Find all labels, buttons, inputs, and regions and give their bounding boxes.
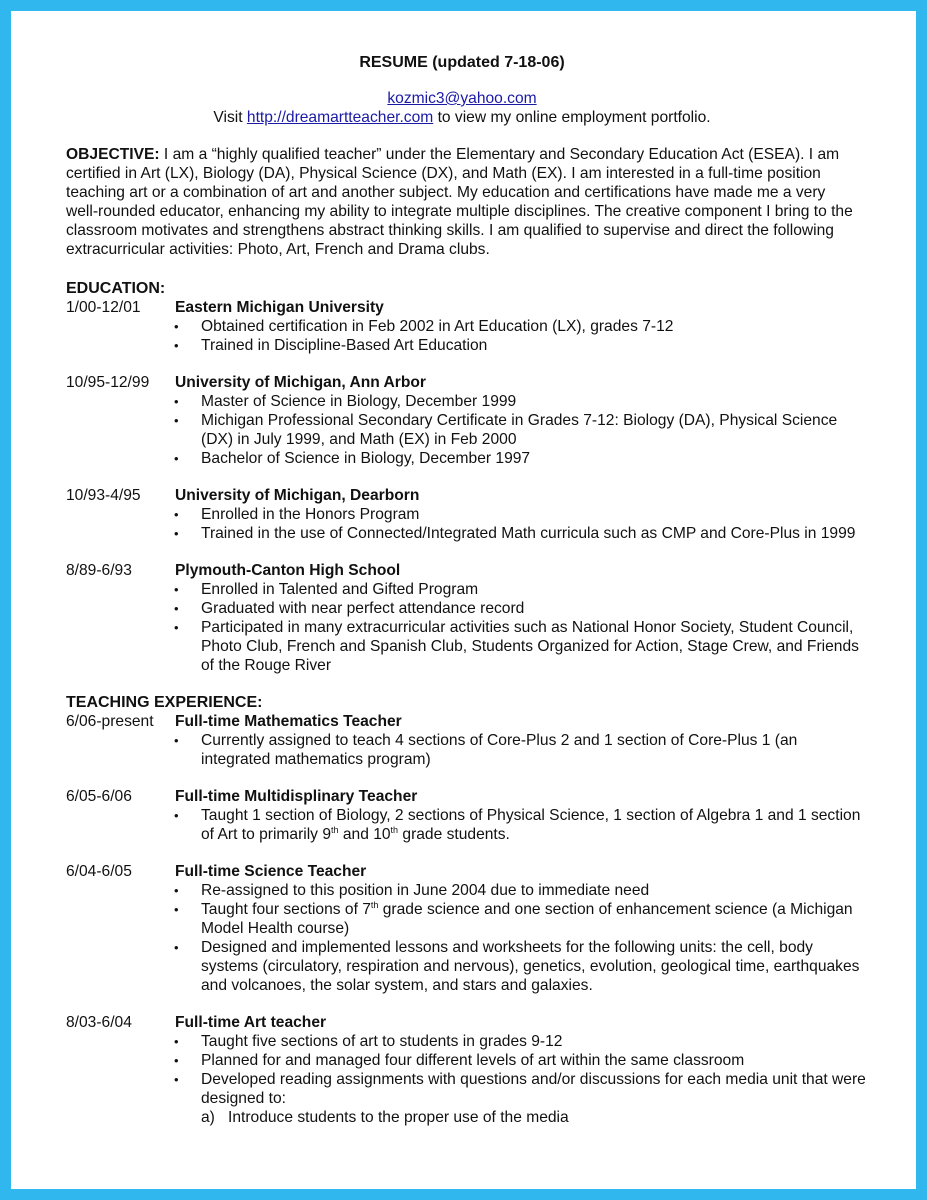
list-item — [174, 900, 866, 938]
portfolio-line — [58, 108, 866, 127]
entry-org: University of Michigan, Ann Arbor — [175, 374, 426, 391]
entry-date: 6/05-6/06 — [66, 788, 132, 805]
sub-list-item — [66, 1108, 866, 1127]
portfolio-link[interactable]: http://dreamartteacher.com — [246, 109, 434, 126]
resume-title: RESUME (updated 7-18-06) — [359, 54, 565, 71]
item-text: grade students. — [398, 826, 510, 843]
email-link[interactable]: kozmic3@yahoo.com — [387, 90, 537, 107]
experience-entry — [66, 862, 866, 995]
entry-date: 10/93-4/95 — [66, 487, 141, 504]
list-item: • Designed and implemented lessons and worksheets for the following units: the cell, body systems (circulatory, respiration and nervous), genetics, evolution, geological time, earthquakes and volcanoes, the solar system, and stars and galaxies. — [174, 938, 866, 995]
entry-org: Eastern Michigan University — [175, 299, 384, 316]
list-item: • Re-assigned to this position in June 2004 due to immediate need — [174, 881, 866, 900]
list-item: • Trained in the use of Connected/Integrated Math curricula such as CMP and Core-Plus in 1999 — [174, 524, 866, 543]
ordinal-suffix: th — [390, 824, 399, 835]
education-entry — [66, 373, 866, 468]
education-entry — [66, 561, 866, 675]
list-item: • Currently assigned to teach 4 sections of Core-Plus 2 and 1 section of Core-Plus 1 (an integrated mathematics program) — [174, 731, 866, 769]
list-item: • Graduated with near perfect attendance record — [174, 599, 866, 618]
list-item: • Enrolled in Talented and Gifted Program — [174, 580, 866, 599]
entry-org: Plymouth-Canton High School — [175, 562, 401, 579]
education-entry — [66, 298, 866, 355]
entry-date: 6/06-present — [66, 713, 154, 730]
item-text: Taught 1 section of Biology, 2 sections of Physical Science, 1 section of Algebra 1 and 1 section of Art to primarily 9 — [201, 807, 861, 843]
entry-org: Full-time Science Teacher — [175, 863, 367, 880]
item-text: grade science and one section of enhancement science (a Michigan Model Health course) — [201, 901, 853, 937]
education-heading: EDUCATION: — [66, 280, 166, 297]
list-item: • Developed reading assignments with questions and/or discussions for each media unit that were designed to: — [174, 1070, 866, 1108]
list-item: • Master of Science in Biology, December 1999 — [174, 392, 866, 411]
resume-page — [66, 53, 866, 1127]
experience-entry — [66, 787, 866, 844]
list-item: • Michigan Professional Secondary Certificate in Grades 7-12: Biology (DA), Physical Science (DX) in July 1999, and Math (EX) in Feb 2000 — [174, 411, 866, 449]
entry-date: 8/03-6/04 — [66, 1014, 132, 1031]
entry-org: Full-time Mathematics Teacher — [175, 713, 402, 730]
list-item — [174, 806, 866, 844]
education-entry — [66, 486, 866, 543]
experience-entry — [66, 712, 866, 769]
entry-date: 10/95-12/99 — [66, 374, 150, 391]
entry-org: Full-time Multidisplinary Teacher — [175, 788, 418, 805]
entry-date: 8/89-6/93 — [66, 562, 132, 579]
list-item: • Bachelor of Science in Biology, December 1997 — [174, 449, 866, 468]
list-item: • Planned for and managed four different levels of art within the same classroom — [174, 1051, 866, 1070]
email-line — [58, 89, 866, 108]
visit-suffix: to view my online employment portfolio. — [433, 109, 711, 126]
experience-heading: TEACHING EXPERIENCE: — [66, 694, 263, 711]
entry-org: Full-time Art teacher — [175, 1014, 327, 1031]
entry-org: University of Michigan, Dearborn — [175, 487, 420, 504]
sub-text: Introduce students to the proper use of the media — [228, 1109, 569, 1126]
item-text: and 10 — [338, 826, 391, 843]
list-item: • Enrolled in the Honors Program — [174, 505, 866, 524]
list-item: • Obtained certification in Feb 2002 in Art Education (LX), grades 7-12 — [174, 317, 866, 336]
visit-prefix: Visit — [213, 109, 247, 126]
list-item: • Trained in Discipline-Based Art Education — [174, 336, 866, 355]
entry-date: 1/00-12/01 — [66, 299, 141, 316]
item-text: Taught four sections of 7 — [201, 901, 371, 918]
entry-date: 6/04-6/05 — [66, 863, 132, 880]
sub-marker: a) — [201, 1109, 215, 1126]
ordinal-suffix: th — [370, 899, 379, 910]
objective-section — [66, 145, 861, 259]
list-item: • Participated in many extracurricular activities such as National Honor Society, Student Council, Photo Club, French and Spanish Club, Students Organized for Action, Stage Crew, and Friends of the Rouge River — [174, 618, 866, 675]
experience-entry — [66, 1013, 866, 1127]
objective-text: I am a “highly qualified teacher” under the Elementary and Secondary Education Act (ESEA). I am certified in Art (LX), Biology (DA), Physical Science (DX), and Math (EX). I am interested in a full-time position teaching art or a combination of art and another subject. My education and certifications have made me a very well-rounded educator, enhancing my ability to integrate multiple disciplines. The creative component I bring to the classroom motivates and strengthens abstract thinking skills. I am qualified to supervise and direct the following extracurricular activities: Photo, Art, French and Drama clubs. — [66, 146, 853, 258]
list-item: • Taught five sections of art to students in grades 9-12 — [174, 1032, 866, 1051]
objective-label: OBJECTIVE: — [66, 146, 160, 163]
ordinal-suffix: th — [331, 824, 339, 835]
